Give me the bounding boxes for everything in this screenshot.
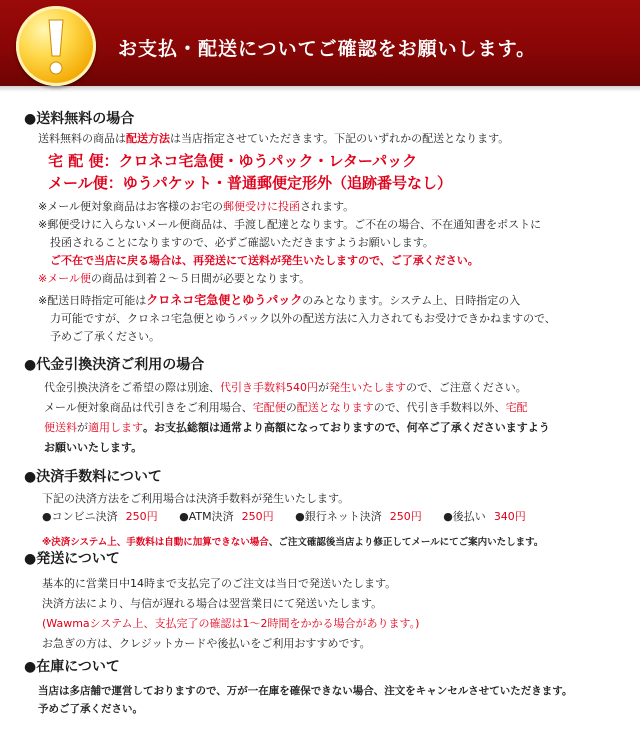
cod-text: ので、ご注意ください。 xyxy=(406,381,527,394)
stock-line-2: 予めご了承ください。 xyxy=(38,703,143,715)
fee-item xyxy=(42,510,158,523)
fees-note-text: 、ご注文確認後当店より修正してメールにてご案内いたします。 xyxy=(268,536,544,548)
fee-label: ●ATM決済 xyxy=(179,510,234,523)
note-time-spec-2: 力可能ですが、クロネコ宅急便とゆうパック以外の配送方法に入力されてもお受けできかねますので、 xyxy=(50,312,556,325)
note-text: のみとなります。システム上、日時指定の入 xyxy=(302,294,521,307)
cod-text: が xyxy=(318,381,329,394)
fee-amount: 250円 xyxy=(389,510,422,523)
cod-highlight: 適用します xyxy=(88,421,143,434)
note-text: ※配送日時指定可能は xyxy=(38,294,147,307)
dispatch-line-3: (Wawmaシステム上、支払完了の確認は1～2時間をかかる場合があります。) xyxy=(42,617,420,630)
note-mail-delivery xyxy=(38,198,624,216)
fees-intro: 下記の決済方法をご利用場合は決済手数料が発生いたします。 xyxy=(42,492,350,505)
dispatch-line-4: お急ぎの方は、クレジットカードや後払いをご利用おすすめです。 xyxy=(42,637,371,650)
dispatch-line-1: 基本的に営業日中14時まで支払完了のご注文は当日で発送いたします。 xyxy=(42,577,397,590)
fees-section xyxy=(24,466,624,559)
cod-highlight: 配送となります xyxy=(296,401,374,414)
note-time-spec-1 xyxy=(38,291,624,310)
shipping-method-courier: 宅 配 便：クロネコ宅急便・ゆうパック・レターパック xyxy=(48,152,418,170)
fees-list xyxy=(42,508,624,526)
banner-shadow xyxy=(0,86,640,92)
cod-text: ので、代引き手数料以外、 xyxy=(373,401,506,414)
note-absence-warning: ご不在で当店に戻る場合は、再発送にて送料が発生いたしますので、ご了承ください。 xyxy=(50,254,479,267)
fee-amount: 250円 xyxy=(241,510,274,523)
cod-text: が xyxy=(77,421,88,434)
stock-section xyxy=(24,656,624,718)
note-highlight: ※メール便 xyxy=(38,272,91,285)
fees-heading: ●決済手数料について xyxy=(24,469,162,485)
fee-label: ●銀行ネット決済 xyxy=(295,510,382,523)
dispatch-heading: ●発送について xyxy=(24,551,120,567)
cod-text: の xyxy=(285,401,297,414)
cod-bold-text: 。お支払総額は通常より高額になっておりますので、何卒ご了承くださいますよう xyxy=(143,421,550,434)
fee-label: ●コンビニ決済 xyxy=(42,510,118,523)
fee-label: ●後払い xyxy=(443,510,486,523)
cod-fee-highlight: 代引き手数料540円 xyxy=(220,381,318,394)
cod-section xyxy=(24,354,624,458)
note-text: ※メール便対象商品はお客様のお宅の xyxy=(38,200,223,213)
stock-heading: ●在庫について xyxy=(24,659,120,675)
note-arrival-days xyxy=(38,270,624,288)
note-highlight: クロネコ宅急便とゆうパック xyxy=(146,293,303,307)
fees-note-highlight: 自動に加算できない場合 xyxy=(164,536,269,548)
exclamation-icon xyxy=(16,6,96,86)
note-text: されます。 xyxy=(300,200,355,213)
cod-line-3 xyxy=(44,418,624,438)
fees-note-text: ※決済システム上、手数料は xyxy=(42,536,165,548)
page-title: お支払・配送についてご確認をお願いします。 xyxy=(118,38,537,60)
cod-line-4: お願いいたします。 xyxy=(44,441,143,454)
note-hand-delivery-1: ※郵便受けに入らないメール便商品は、手渡し配達となります。ご不在の場合、不在通知書をポストに xyxy=(38,218,542,231)
shipping-intro-text-end: は当店指定させていただきます。下記のいずれかの配送となります。 xyxy=(170,132,510,145)
cod-highlight: 発生いたします xyxy=(329,381,406,394)
cod-text: 代金引換決済をご希望の際は別途、 xyxy=(44,381,220,394)
cod-heading: ●代金引換決済ご利用の場合 xyxy=(24,357,205,373)
fee-amount: 340円 xyxy=(493,510,526,523)
shipping-intro-highlight: 配送方法 xyxy=(126,132,170,145)
cod-highlight: 便送料 xyxy=(44,421,77,434)
note-highlight: 郵便受けに投函 xyxy=(223,200,300,213)
note-hand-delivery-2: 投函されることになりますので、必ずご確認いただきますようお願いします。 xyxy=(50,236,434,249)
cod-text: メール便対象商品は代引きをご利用場合、 xyxy=(44,401,253,414)
shipping-heading: ●送料無料の場合 xyxy=(24,111,135,127)
dispatch-line-2: 決済方法により、与信が遅れる場合は翌営業日にて発送いたします。 xyxy=(42,597,383,610)
dispatch-section xyxy=(24,548,624,654)
stock-line-1: 当店は多店舗で運営しておりますので、万が一在庫を確保できない場合、注文をキャンセルさせていただきます。 xyxy=(38,685,573,697)
shipping-intro xyxy=(38,130,624,148)
note-time-spec-3: 予めご了承ください。 xyxy=(50,330,160,343)
cod-highlight: 宅配便 xyxy=(252,401,286,414)
shipping-method-mail: メール便：ゆうパケット・普通郵便定形外（追跡番号なし） xyxy=(48,174,452,192)
fee-item xyxy=(179,510,273,523)
cod-line-2 xyxy=(44,398,624,418)
fee-amount: 250円 xyxy=(125,510,158,523)
cod-highlight: 宅配 xyxy=(505,401,528,414)
fee-item xyxy=(295,510,422,523)
cod-line-1 xyxy=(44,378,624,398)
shipping-section xyxy=(24,108,624,346)
fee-item xyxy=(443,510,526,523)
header-banner xyxy=(0,0,640,86)
shipping-intro-text: 送料無料の商品は xyxy=(38,132,126,145)
note-text: の商品は到着２～５日間が必要となります。 xyxy=(91,272,311,285)
